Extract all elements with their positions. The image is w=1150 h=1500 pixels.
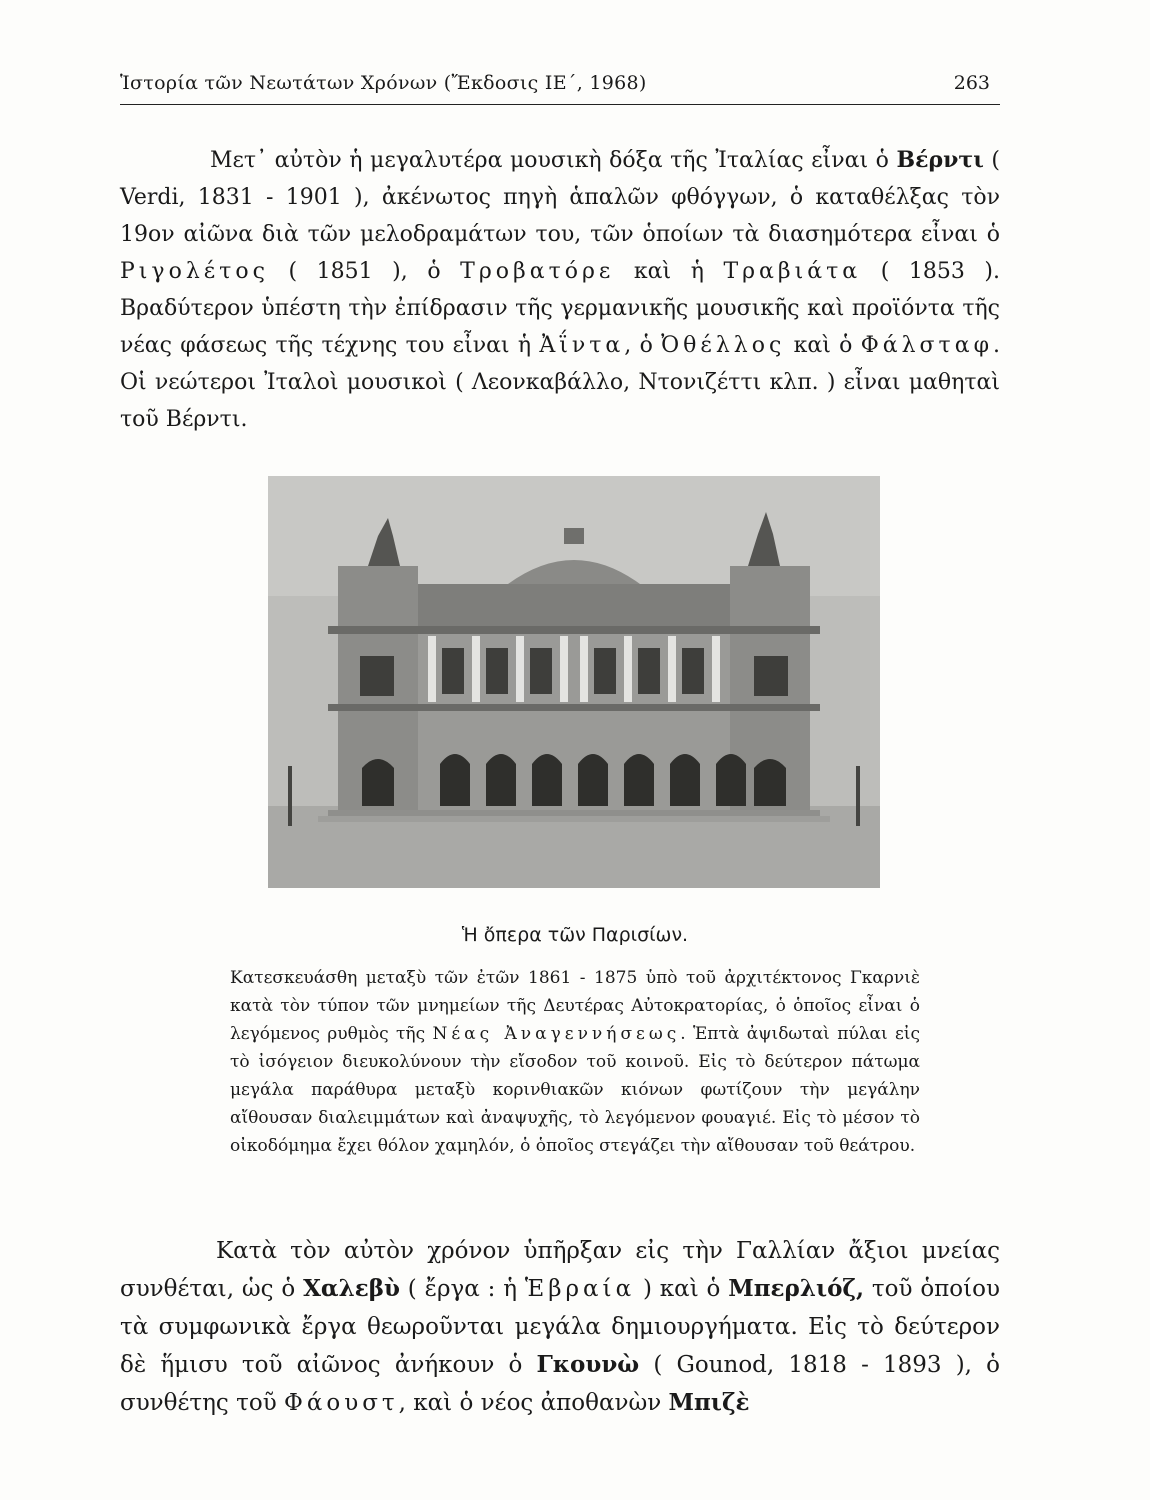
header-title: Ἱστορία τῶν Νεωτάτων Χρόνων (Ἔκδοσις ΙΕ΄, 1968) bbox=[120, 72, 647, 94]
text-run: , καὶ ὁ νέος ἀποθανὼν bbox=[398, 1390, 669, 1416]
paragraph-verdi bbox=[120, 142, 1000, 438]
paragraph-french-composers bbox=[120, 1232, 1000, 1422]
bold-name-verdi: Βέρντι bbox=[896, 147, 984, 173]
figure-caption-text bbox=[230, 964, 920, 1160]
opera-house-photo bbox=[268, 476, 880, 888]
spaced-title-aida: Ἀΐντα bbox=[539, 333, 625, 358]
text-run: ( 1851 ), ὁ bbox=[268, 259, 461, 284]
bold-name-gounod: Γκουνὼ bbox=[536, 1351, 640, 1378]
spaced-title-rigoletto: Ριγολέτος bbox=[120, 259, 269, 284]
figure-caption-title: Ἡ ὄπερα τῶν Παρισίων. bbox=[461, 924, 689, 946]
text-run: , ὁ bbox=[624, 333, 662, 358]
bold-name-halevy: Χαλεβὺ bbox=[303, 1275, 400, 1302]
spaced-title-la-juive: Ἑβραία bbox=[524, 1276, 636, 1302]
text-run: τοῦ ὁποίου τὰ συμφωνικὰ ἔργα θεωροῦνται μεγάλα δημιουργήματα. Εἰς τὸ δεύτερον δὲ ἥμισυ τοῦ αἰῶνος ἀνήκουν ὁ bbox=[120, 1276, 1000, 1378]
bold-name-bizet: Μπιζὲ bbox=[668, 1389, 750, 1416]
spaced-title-othello: Ὀθέλλος bbox=[661, 333, 786, 358]
spaced-title-traviata: Τραβιάτα bbox=[723, 259, 862, 284]
text-run: ( Verdi, 1831 - 1901 ), ἀκένωτος πηγὴ ἁπαλῶν φθόγγων, ὁ καταθέλξας τὸν 19ον αἰῶνα διὰ τῶν μελοδραμάτων του, τῶν ὁποίων τὰ διασημότερα εἶναι ὁ bbox=[120, 148, 1001, 247]
text-run: καὶ ἡ bbox=[614, 259, 724, 284]
text-run: Κατεσκευάσθη μεταξὺ τῶν ἐτῶν 1861 - 1875 ὑπὸ τοῦ ἀρχιτέκτονος Γκαρνιὲ κατὰ τὸν τύπον τῶν μνημείων τῆς Δευτέρας Αὐτοκρατορίας, ὁ ὁποῖος εἶναι ὁ λεγόμενος ρυθμὸς τῆς bbox=[230, 968, 920, 1044]
paragraph-verdi-text bbox=[120, 142, 1000, 438]
opera-house-illustration bbox=[268, 476, 880, 888]
text-run: ( ἔργα : ἡ bbox=[399, 1276, 525, 1302]
text-run: Κατὰ τὸν αὐτὸν χρόνον ὑπῆρξαν εἰς τὴν Γαλλίαν ἄξιοι μνείας συνθέται, ὡς ὁ bbox=[120, 1238, 1000, 1302]
text-run: . Οἱ νεώτεροι Ἰταλοὶ μουσικοὶ ( Λεονκαβάλλο, Ντονιζέττι κλπ. ) εἶναι μαθηταὶ τοῦ Βέρντι. bbox=[120, 333, 1000, 432]
text-run: Μετ᾽ αὐτὸν ἡ μεγαλυτέρα μουσικὴ δόξα τῆς Ἰταλίας εἶναι ὁ bbox=[210, 148, 897, 173]
spaced-term-neo-renaissance: Νέας Ἀναγεννήσεως bbox=[432, 1024, 681, 1044]
paragraph-french-text bbox=[120, 1232, 1000, 1422]
caption-paragraph bbox=[230, 964, 920, 1160]
spaced-title-trovatore: Τροβατόρε bbox=[460, 259, 615, 284]
text-run: . Ἑπτὰ ἀψιδωταὶ πύλαι εἰς τὸ ἰσόγειον διευκολύνουν τὴν εἴσοδον τοῦ κοινοῦ. Εἰς τὸ δεύτερον πάτωμα μεγάλα παράθυρα μεταξὺ κορινθιακῶν κιόνων φωτίζουν τὴν μεγάλην αἴθουσαν διαλειμμάτων καὶ ἀναψυχῆς, τὸ λεγόμενον φουαγιέ. Εἰς τὸ μέσον τὸ οἰκοδόμημα ἔχει θόλον χαμηλόν, ὁ ὁποῖος στεγάζει τὴν αἴθουσαν τοῦ θεάτρου. bbox=[230, 1024, 920, 1156]
text-run: ( 1853 ). Βραδύτερον ὑπέστη τὴν ἐπίδρασιν τῆς γερμανικῆς μουσικῆς καὶ προϊόντα τῆς νέας φάσεως τῆς τέχνης του εἶναι ἡ bbox=[120, 259, 1001, 358]
page-number: 263 bbox=[953, 72, 990, 94]
bold-name-berlioz: Μπερλιόζ, bbox=[728, 1275, 865, 1302]
text-run: ( Gounod, 1818 - 1893 ), ὁ συνθέτης τοῦ bbox=[120, 1352, 1000, 1416]
running-header bbox=[120, 70, 1000, 105]
text-run: ) καὶ ὁ bbox=[635, 1276, 729, 1302]
text-run: καὶ ὁ bbox=[785, 333, 861, 358]
spaced-title-falstaff: Φάλσταφ bbox=[860, 333, 993, 358]
spaced-title-faust: Φάουστ bbox=[284, 1390, 399, 1416]
